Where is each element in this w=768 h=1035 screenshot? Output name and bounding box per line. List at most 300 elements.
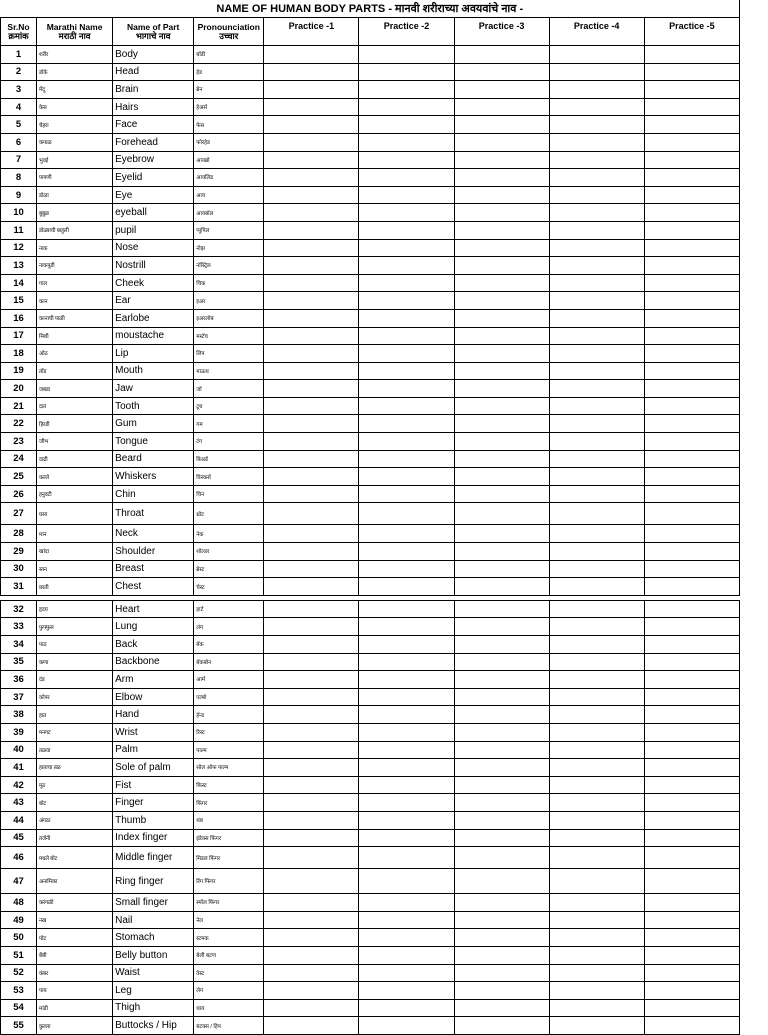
practice-1-cell[interactable] bbox=[264, 221, 359, 239]
practice-3-cell[interactable] bbox=[454, 811, 549, 829]
practice-5-cell[interactable] bbox=[644, 636, 739, 654]
practice-4-cell[interactable] bbox=[549, 811, 644, 829]
practice-2-cell[interactable] bbox=[359, 525, 454, 543]
practice-3-cell[interactable] bbox=[454, 397, 549, 415]
practice-3-cell[interactable] bbox=[454, 929, 549, 947]
practice-4-cell[interactable] bbox=[549, 776, 644, 794]
practice-2-cell[interactable] bbox=[359, 63, 454, 81]
practice-3-cell[interactable] bbox=[454, 1017, 549, 1035]
practice-4-cell[interactable] bbox=[549, 847, 644, 869]
practice-4-cell[interactable] bbox=[549, 239, 644, 257]
practice-1-cell[interactable] bbox=[264, 999, 359, 1017]
practice-5-cell[interactable] bbox=[644, 829, 739, 847]
col-header-sr-no-en: Sr.No bbox=[7, 21, 30, 32]
practice-3-cell[interactable] bbox=[454, 560, 549, 578]
practice-5-cell[interactable] bbox=[644, 46, 739, 64]
practice-5-cell[interactable] bbox=[644, 525, 739, 543]
practice-2-cell[interactable] bbox=[359, 380, 454, 398]
practice-1-cell[interactable] bbox=[264, 759, 359, 777]
practice-2-cell[interactable] bbox=[359, 560, 454, 578]
practice-4-cell[interactable] bbox=[549, 397, 644, 415]
practice-3-cell[interactable] bbox=[454, 636, 549, 654]
practice-1-cell[interactable] bbox=[264, 982, 359, 1000]
practice-1-cell[interactable] bbox=[264, 81, 359, 99]
table-row bbox=[1, 292, 740, 310]
practice-3-cell[interactable] bbox=[454, 776, 549, 794]
col-header-marathi-name-mr: मराठी नाव bbox=[58, 30, 91, 41]
practice-3-cell[interactable] bbox=[454, 204, 549, 222]
practice-3-cell[interactable] bbox=[454, 292, 549, 310]
practice-3-cell[interactable] bbox=[454, 362, 549, 380]
marathi-name-cell: फुफ्फुस bbox=[37, 618, 113, 636]
sr-no-cell: 7 bbox=[1, 151, 37, 169]
pronounciation-cell: प्युपिल bbox=[194, 221, 264, 239]
practice-1-cell[interactable] bbox=[264, 380, 359, 398]
practice-3-cell[interactable] bbox=[454, 468, 549, 486]
practice-4-cell[interactable] bbox=[549, 485, 644, 503]
practice-1-cell[interactable] bbox=[264, 169, 359, 187]
practice-4-cell[interactable] bbox=[549, 618, 644, 636]
practice-2-cell[interactable] bbox=[359, 776, 454, 794]
practice-5-cell[interactable] bbox=[644, 81, 739, 99]
table-row bbox=[1, 894, 740, 912]
practice-3-cell[interactable] bbox=[454, 46, 549, 64]
practice-1-cell[interactable] bbox=[264, 292, 359, 310]
practice-1-cell[interactable] bbox=[264, 794, 359, 812]
practice-3-cell[interactable] bbox=[454, 63, 549, 81]
practice-4-cell[interactable] bbox=[549, 911, 644, 929]
practice-1-cell[interactable] bbox=[264, 186, 359, 204]
practice-5-cell[interactable] bbox=[644, 671, 739, 689]
practice-1-cell[interactable] bbox=[264, 671, 359, 689]
practice-2-cell[interactable] bbox=[359, 911, 454, 929]
practice-1-cell[interactable] bbox=[264, 415, 359, 433]
practice-2-cell[interactable] bbox=[359, 204, 454, 222]
practice-1-cell[interactable] bbox=[264, 706, 359, 724]
practice-3-cell[interactable] bbox=[454, 741, 549, 759]
practice-3-cell[interactable] bbox=[454, 116, 549, 134]
practice-1-cell[interactable] bbox=[264, 847, 359, 869]
practice-2-cell[interactable] bbox=[359, 186, 454, 204]
part-name-cell: Arm bbox=[113, 671, 194, 689]
practice-5-cell[interactable] bbox=[644, 1017, 739, 1035]
practice-5-cell[interactable] bbox=[644, 63, 739, 81]
practice-1-cell[interactable] bbox=[264, 503, 359, 525]
practice-5-cell[interactable] bbox=[644, 151, 739, 169]
practice-4-cell[interactable] bbox=[549, 946, 644, 964]
practice-1-cell[interactable] bbox=[264, 151, 359, 169]
practice-2-cell[interactable] bbox=[359, 485, 454, 503]
practice-3-cell[interactable] bbox=[454, 982, 549, 1000]
practice-2-cell[interactable] bbox=[359, 257, 454, 275]
practice-4-cell[interactable] bbox=[549, 186, 644, 204]
practice-1-cell[interactable] bbox=[264, 345, 359, 363]
practice-3-cell[interactable] bbox=[454, 543, 549, 561]
practice-2-cell[interactable] bbox=[359, 239, 454, 257]
practice-4-cell[interactable] bbox=[549, 759, 644, 777]
practice-4-cell[interactable] bbox=[549, 204, 644, 222]
practice-3-cell[interactable] bbox=[454, 671, 549, 689]
practice-4-cell[interactable] bbox=[549, 309, 644, 327]
practice-5-cell[interactable] bbox=[644, 653, 739, 671]
practice-2-cell[interactable] bbox=[359, 982, 454, 1000]
practice-2-cell[interactable] bbox=[359, 169, 454, 187]
practice-4-cell[interactable] bbox=[549, 829, 644, 847]
sr-no-cell: 54 bbox=[1, 999, 37, 1017]
practice-3-cell[interactable] bbox=[454, 794, 549, 812]
practice-1-cell[interactable] bbox=[264, 204, 359, 222]
practice-2-cell[interactable] bbox=[359, 433, 454, 451]
practice-5-cell[interactable] bbox=[644, 723, 739, 741]
practice-2-cell[interactable] bbox=[359, 688, 454, 706]
practice-2-cell[interactable] bbox=[359, 133, 454, 151]
practice-2-cell[interactable] bbox=[359, 636, 454, 654]
practice-1-cell[interactable] bbox=[264, 869, 359, 894]
practice-4-cell[interactable] bbox=[549, 999, 644, 1017]
practice-4-cell[interactable] bbox=[549, 292, 644, 310]
practice-1-cell[interactable] bbox=[264, 133, 359, 151]
practice-1-cell[interactable] bbox=[264, 525, 359, 543]
practice-5-cell[interactable] bbox=[644, 811, 739, 829]
practice-4-cell[interactable] bbox=[549, 560, 644, 578]
practice-3-cell[interactable] bbox=[454, 380, 549, 398]
practice-1-cell[interactable] bbox=[264, 257, 359, 275]
practice-4-cell[interactable] bbox=[549, 543, 644, 561]
practice-2-cell[interactable] bbox=[359, 503, 454, 525]
practice-5-cell[interactable] bbox=[644, 221, 739, 239]
practice-3-cell[interactable] bbox=[454, 847, 549, 869]
practice-4-cell[interactable] bbox=[549, 169, 644, 187]
practice-3-cell[interactable] bbox=[454, 578, 549, 596]
practice-2-cell[interactable] bbox=[359, 600, 454, 618]
practice-1-cell[interactable] bbox=[264, 433, 359, 451]
practice-1-cell[interactable] bbox=[264, 362, 359, 380]
practice-4-cell[interactable] bbox=[549, 468, 644, 486]
practice-4-cell[interactable] bbox=[549, 380, 644, 398]
practice-1-cell[interactable] bbox=[264, 327, 359, 345]
practice-4-cell[interactable] bbox=[549, 653, 644, 671]
practice-3-cell[interactable] bbox=[454, 133, 549, 151]
practice-3-cell[interactable] bbox=[454, 274, 549, 292]
practice-1-cell[interactable] bbox=[264, 929, 359, 947]
practice-4-cell[interactable] bbox=[549, 433, 644, 451]
practice-1-cell[interactable] bbox=[264, 776, 359, 794]
practice-5-cell[interactable] bbox=[644, 776, 739, 794]
practice-5-cell[interactable] bbox=[644, 98, 739, 116]
practice-1-cell[interactable] bbox=[264, 600, 359, 618]
practice-3-cell[interactable] bbox=[454, 911, 549, 929]
practice-5-cell[interactable] bbox=[644, 116, 739, 134]
practice-4-cell[interactable] bbox=[549, 525, 644, 543]
practice-1-cell[interactable] bbox=[264, 829, 359, 847]
practice-5-cell[interactable] bbox=[644, 911, 739, 929]
practice-3-cell[interactable] bbox=[454, 345, 549, 363]
practice-4-cell[interactable] bbox=[549, 116, 644, 134]
sr-no-cell: 39 bbox=[1, 723, 37, 741]
practice-5-cell[interactable] bbox=[644, 618, 739, 636]
practice-5-cell[interactable] bbox=[644, 380, 739, 398]
practice-4-cell[interactable] bbox=[549, 894, 644, 912]
practice-5-cell[interactable] bbox=[644, 186, 739, 204]
practice-4-cell[interactable] bbox=[549, 723, 644, 741]
practice-5-cell[interactable] bbox=[644, 869, 739, 894]
practice-4-cell[interactable] bbox=[549, 869, 644, 894]
practice-1-cell[interactable] bbox=[264, 894, 359, 912]
practice-3-cell[interactable] bbox=[454, 829, 549, 847]
practice-3-cell[interactable] bbox=[454, 169, 549, 187]
practice-3-cell[interactable] bbox=[454, 706, 549, 724]
practice-3-cell[interactable] bbox=[454, 485, 549, 503]
practice-3-cell[interactable] bbox=[454, 525, 549, 543]
practice-3-cell[interactable] bbox=[454, 688, 549, 706]
practice-4-cell[interactable] bbox=[549, 450, 644, 468]
title-marathi: मानवी शरीराच्या अवयवांचे नाव - bbox=[395, 3, 524, 15]
practice-2-cell[interactable] bbox=[359, 81, 454, 99]
practice-1-cell[interactable] bbox=[264, 618, 359, 636]
practice-2-cell[interactable] bbox=[359, 671, 454, 689]
practice-5-cell[interactable] bbox=[644, 929, 739, 947]
part-name-cell: Hand bbox=[113, 706, 194, 724]
practice-5-cell[interactable] bbox=[644, 257, 739, 275]
practice-5-cell[interactable] bbox=[644, 578, 739, 596]
practice-5-cell[interactable] bbox=[644, 292, 739, 310]
part-name-cell: pupil bbox=[113, 221, 194, 239]
practice-4-cell[interactable] bbox=[549, 133, 644, 151]
practice-4-cell[interactable] bbox=[549, 327, 644, 345]
practice-5-cell[interactable] bbox=[644, 362, 739, 380]
practice-3-cell[interactable] bbox=[454, 221, 549, 239]
practice-5-cell[interactable] bbox=[644, 133, 739, 151]
practice-4-cell[interactable] bbox=[549, 274, 644, 292]
practice-5-cell[interactable] bbox=[644, 169, 739, 187]
practice-1-cell[interactable] bbox=[264, 911, 359, 929]
practice-3-cell[interactable] bbox=[454, 257, 549, 275]
practice-2-cell[interactable] bbox=[359, 929, 454, 947]
part-name-cell: Stomach bbox=[113, 929, 194, 947]
table-row bbox=[1, 829, 740, 847]
practice-3-cell[interactable] bbox=[454, 759, 549, 777]
practice-4-cell[interactable] bbox=[549, 671, 644, 689]
practice-3-cell[interactable] bbox=[454, 999, 549, 1017]
practice-4-cell[interactable] bbox=[549, 636, 644, 654]
practice-5-cell[interactable] bbox=[644, 964, 739, 982]
practice-4-cell[interactable] bbox=[549, 794, 644, 812]
practice-2-cell[interactable] bbox=[359, 946, 454, 964]
practice-1-cell[interactable] bbox=[264, 274, 359, 292]
practice-2-cell[interactable] bbox=[359, 618, 454, 636]
practice-2-cell[interactable] bbox=[359, 999, 454, 1017]
practice-3-cell[interactable] bbox=[454, 81, 549, 99]
table-row bbox=[1, 468, 740, 486]
practice-2-cell[interactable] bbox=[359, 741, 454, 759]
practice-1-cell[interactable] bbox=[264, 485, 359, 503]
practice-4-cell[interactable] bbox=[549, 964, 644, 982]
sr-no-cell: 12 bbox=[1, 239, 37, 257]
practice-2-cell[interactable] bbox=[359, 847, 454, 869]
practice-2-cell[interactable] bbox=[359, 151, 454, 169]
practice-1-cell[interactable] bbox=[264, 723, 359, 741]
practice-2-cell[interactable] bbox=[359, 345, 454, 363]
practice-5-cell[interactable] bbox=[644, 503, 739, 525]
practice-1-cell[interactable] bbox=[264, 543, 359, 561]
practice-1-cell[interactable] bbox=[264, 964, 359, 982]
practice-3-cell[interactable] bbox=[454, 894, 549, 912]
practice-4-cell[interactable] bbox=[549, 415, 644, 433]
practice-4-cell[interactable] bbox=[549, 81, 644, 99]
practice-5-cell[interactable] bbox=[644, 759, 739, 777]
practice-2-cell[interactable] bbox=[359, 894, 454, 912]
practice-2-cell[interactable] bbox=[359, 794, 454, 812]
practice-2-cell[interactable] bbox=[359, 450, 454, 468]
practice-1-cell[interactable] bbox=[264, 688, 359, 706]
practice-5-cell[interactable] bbox=[644, 433, 739, 451]
practice-5-cell[interactable] bbox=[644, 560, 739, 578]
practice-2-cell[interactable] bbox=[359, 653, 454, 671]
marathi-name-cell: मेंदू bbox=[37, 81, 113, 99]
practice-3-cell[interactable] bbox=[454, 433, 549, 451]
practice-1-cell[interactable] bbox=[264, 636, 359, 654]
practice-3-cell[interactable] bbox=[454, 964, 549, 982]
practice-4-cell[interactable] bbox=[549, 98, 644, 116]
practice-2-cell[interactable] bbox=[359, 759, 454, 777]
practice-5-cell[interactable] bbox=[644, 894, 739, 912]
practice-2-cell[interactable] bbox=[359, 811, 454, 829]
practice-4-cell[interactable] bbox=[549, 362, 644, 380]
practice-1-cell[interactable] bbox=[264, 63, 359, 81]
practice-3-cell[interactable] bbox=[454, 503, 549, 525]
practice-4-cell[interactable] bbox=[549, 600, 644, 618]
practice-4-cell[interactable] bbox=[549, 221, 644, 239]
practice-1-cell[interactable] bbox=[264, 309, 359, 327]
practice-2-cell[interactable] bbox=[359, 292, 454, 310]
practice-4-cell[interactable] bbox=[549, 688, 644, 706]
practice-1-cell[interactable] bbox=[264, 46, 359, 64]
practice-1-cell[interactable] bbox=[264, 450, 359, 468]
practice-5-cell[interactable] bbox=[644, 999, 739, 1017]
practice-5-cell[interactable] bbox=[644, 204, 739, 222]
practice-1-cell[interactable] bbox=[264, 560, 359, 578]
practice-3-cell[interactable] bbox=[454, 98, 549, 116]
practice-5-cell[interactable] bbox=[644, 239, 739, 257]
practice-5-cell[interactable] bbox=[644, 688, 739, 706]
practice-4-cell[interactable] bbox=[549, 503, 644, 525]
practice-3-cell[interactable] bbox=[454, 450, 549, 468]
practice-1-cell[interactable] bbox=[264, 468, 359, 486]
practice-5-cell[interactable] bbox=[644, 468, 739, 486]
practice-2-cell[interactable] bbox=[359, 543, 454, 561]
practice-4-cell[interactable] bbox=[549, 982, 644, 1000]
practice-3-cell[interactable] bbox=[454, 653, 549, 671]
practice-1-cell[interactable] bbox=[264, 98, 359, 116]
practice-5-cell[interactable] bbox=[644, 345, 739, 363]
practice-1-cell[interactable] bbox=[264, 1017, 359, 1035]
practice-3-cell[interactable] bbox=[454, 309, 549, 327]
practice-2-cell[interactable] bbox=[359, 327, 454, 345]
practice-3-cell[interactable] bbox=[454, 151, 549, 169]
practice-1-cell[interactable] bbox=[264, 578, 359, 596]
practice-3-cell[interactable] bbox=[454, 186, 549, 204]
practice-2-cell[interactable] bbox=[359, 869, 454, 894]
practice-5-cell[interactable] bbox=[644, 794, 739, 812]
practice-1-cell[interactable] bbox=[264, 116, 359, 134]
practice-3-cell[interactable] bbox=[454, 723, 549, 741]
practice-2-cell[interactable] bbox=[359, 723, 454, 741]
practice-1-cell[interactable] bbox=[264, 397, 359, 415]
practice-4-cell[interactable] bbox=[549, 706, 644, 724]
practice-5-cell[interactable] bbox=[644, 706, 739, 724]
practice-1-cell[interactable] bbox=[264, 653, 359, 671]
practice-2-cell[interactable] bbox=[359, 46, 454, 64]
practice-4-cell[interactable] bbox=[549, 1017, 644, 1035]
practice-4-cell[interactable] bbox=[549, 257, 644, 275]
practice-2-cell[interactable] bbox=[359, 221, 454, 239]
practice-2-cell[interactable] bbox=[359, 415, 454, 433]
practice-5-cell[interactable] bbox=[644, 543, 739, 561]
practice-3-cell[interactable] bbox=[454, 327, 549, 345]
practice-3-cell[interactable] bbox=[454, 869, 549, 894]
practice-5-cell[interactable] bbox=[644, 946, 739, 964]
practice-5-cell[interactable] bbox=[644, 450, 739, 468]
table-row bbox=[1, 964, 740, 982]
practice-2-cell[interactable] bbox=[359, 116, 454, 134]
practice-5-cell[interactable] bbox=[644, 982, 739, 1000]
practice-2-cell[interactable] bbox=[359, 274, 454, 292]
practice-2-cell[interactable] bbox=[359, 706, 454, 724]
practice-5-cell[interactable] bbox=[644, 309, 739, 327]
practice-2-cell[interactable] bbox=[359, 578, 454, 596]
practice-5-cell[interactable] bbox=[644, 274, 739, 292]
marathi-name-cell: मनगट bbox=[37, 723, 113, 741]
practice-2-cell[interactable] bbox=[359, 362, 454, 380]
practice-5-cell[interactable] bbox=[644, 847, 739, 869]
practice-4-cell[interactable] bbox=[549, 63, 644, 81]
practice-4-cell[interactable] bbox=[549, 345, 644, 363]
practice-2-cell[interactable] bbox=[359, 468, 454, 486]
practice-2-cell[interactable] bbox=[359, 397, 454, 415]
practice-5-cell[interactable] bbox=[644, 415, 739, 433]
practice-5-cell[interactable] bbox=[644, 397, 739, 415]
practice-1-cell[interactable] bbox=[264, 239, 359, 257]
practice-4-cell[interactable] bbox=[549, 46, 644, 64]
practice-3-cell[interactable] bbox=[454, 618, 549, 636]
practice-4-cell[interactable] bbox=[549, 578, 644, 596]
practice-2-cell[interactable] bbox=[359, 964, 454, 982]
marathi-name-cell: बुबुळ bbox=[37, 204, 113, 222]
practice-1-cell[interactable] bbox=[264, 741, 359, 759]
practice-4-cell[interactable] bbox=[549, 741, 644, 759]
practice-1-cell[interactable] bbox=[264, 811, 359, 829]
practice-3-cell[interactable] bbox=[454, 600, 549, 618]
practice-1-cell[interactable] bbox=[264, 946, 359, 964]
practice-3-cell[interactable] bbox=[454, 946, 549, 964]
practice-5-cell[interactable] bbox=[644, 741, 739, 759]
practice-2-cell[interactable] bbox=[359, 829, 454, 847]
part-name-cell: Lung bbox=[113, 618, 194, 636]
practice-2-cell[interactable] bbox=[359, 309, 454, 327]
practice-2-cell[interactable] bbox=[359, 1017, 454, 1035]
practice-2-cell[interactable] bbox=[359, 98, 454, 116]
practice-5-cell[interactable] bbox=[644, 600, 739, 618]
marathi-name-cell: गाल bbox=[37, 274, 113, 292]
practice-5-cell[interactable] bbox=[644, 485, 739, 503]
pronounciation-cell: आय bbox=[194, 186, 264, 204]
pronounciation-cell: बटक्स / हिप bbox=[194, 1017, 264, 1035]
practice-3-cell[interactable] bbox=[454, 415, 549, 433]
practice-5-cell[interactable] bbox=[644, 327, 739, 345]
practice-4-cell[interactable] bbox=[549, 929, 644, 947]
practice-3-cell[interactable] bbox=[454, 239, 549, 257]
practice-4-cell[interactable] bbox=[549, 151, 644, 169]
